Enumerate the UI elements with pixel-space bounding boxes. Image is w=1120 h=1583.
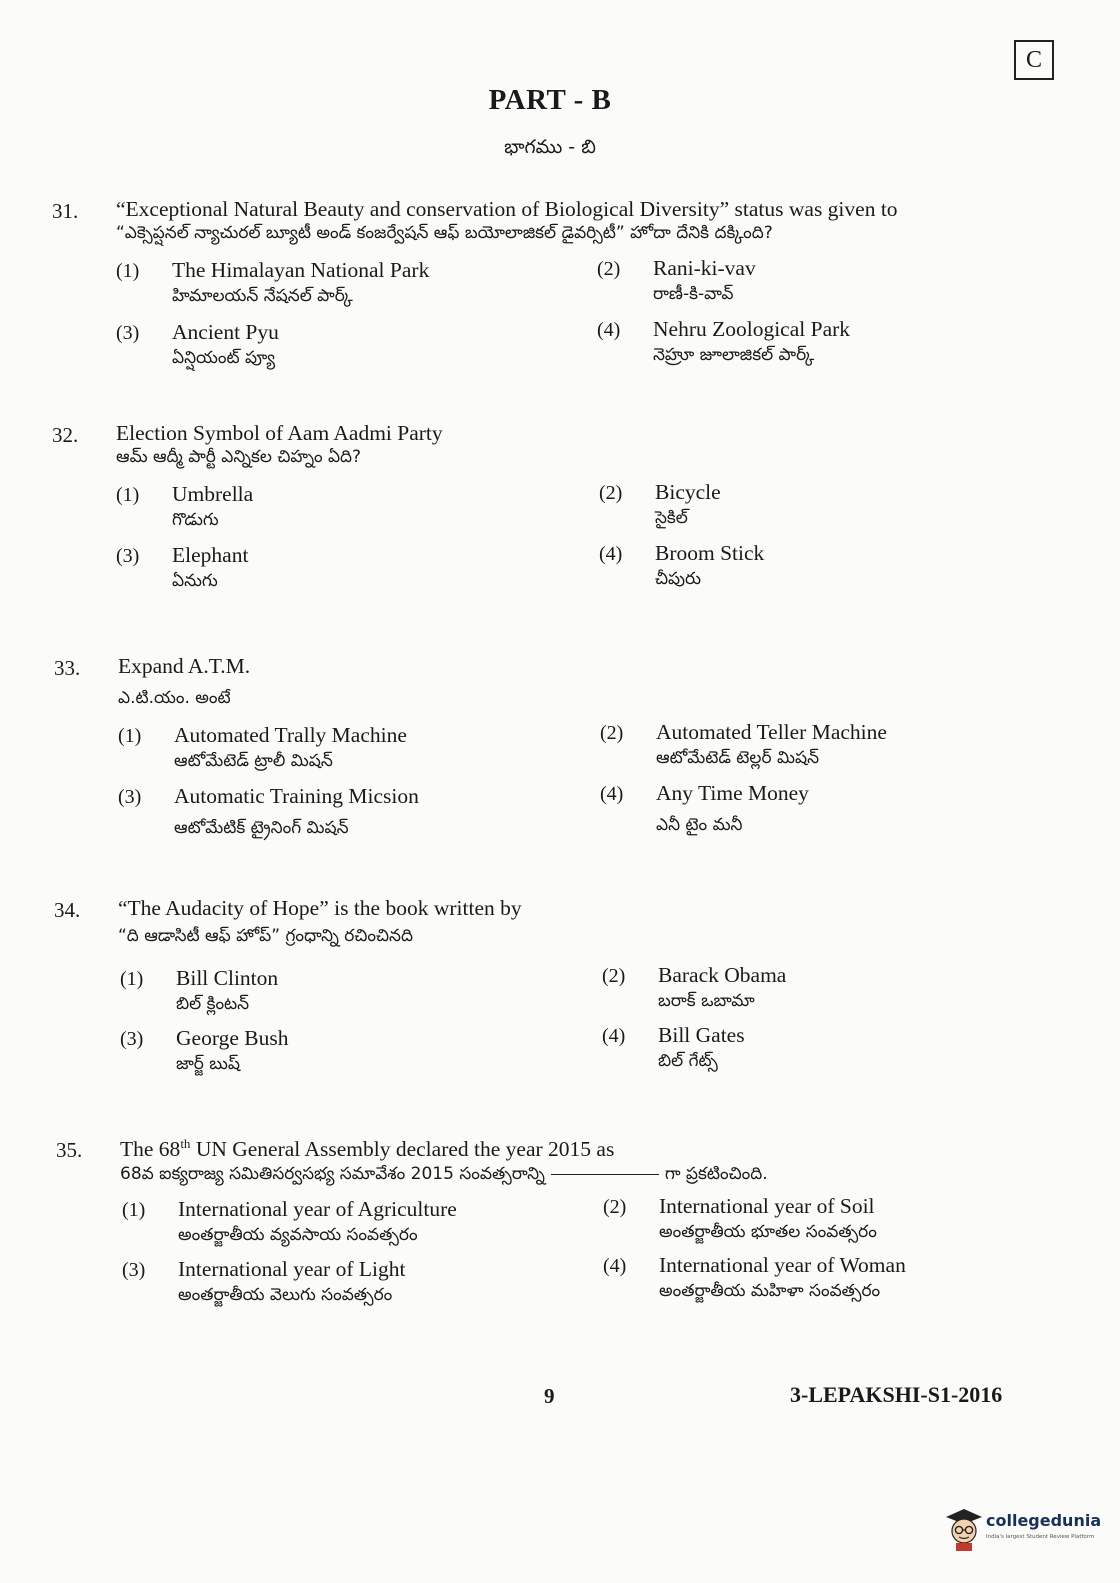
option-text-te: బిల్ గేట్స్	[658, 1051, 718, 1071]
option-text-te: ఏన్షియంట్ ప్యూ	[172, 348, 276, 368]
option-number: (1)	[120, 968, 144, 990]
option-number: (4)	[602, 1025, 626, 1047]
student-mascot-icon	[944, 1505, 984, 1551]
option-number: (4)	[599, 543, 623, 565]
option-number: (1)	[116, 484, 140, 506]
option-text-en: International year of Woman	[659, 1253, 906, 1277]
option-number: (2)	[597, 258, 621, 280]
option-text-en: International year of Soil	[659, 1194, 875, 1218]
fill-in-blank	[551, 1174, 659, 1175]
question-text-en-pre: The 68	[120, 1137, 181, 1162]
option-text-te: జార్జ్ బుష్	[176, 1054, 241, 1074]
option-number: (2)	[599, 482, 623, 504]
question-text-te	[120, 1164, 768, 1188]
option-number: (3)	[118, 786, 142, 808]
question-text-en: Expand A.T.M.	[118, 654, 251, 678]
option-text-en: The Himalayan National Park	[172, 258, 430, 282]
option-number: (4)	[600, 783, 624, 805]
option-text-te: చీపురు	[655, 569, 701, 589]
option-text-en: Bill Gates	[658, 1023, 745, 1047]
question-number: 31.	[52, 199, 79, 223]
option-number: (1)	[122, 1199, 146, 1221]
option-number: (4)	[603, 1255, 627, 1277]
option-text-en: Bill Clinton	[176, 966, 279, 990]
brand-name: collegedunia	[986, 1511, 1102, 1530]
collegedunia-watermark	[944, 1505, 1104, 1555]
option-number: (2)	[603, 1196, 627, 1218]
question-text-en: “Exceptional Natural Beauty and conservation of Biological Diversity” status was given to	[116, 197, 898, 221]
option-text-te: హిమాలయన్ నేషనల్ పార్క్	[172, 286, 353, 306]
option-number: (3)	[116, 322, 140, 344]
option-text-en: Automated Trally Machine	[174, 723, 407, 747]
question-number: 33.	[54, 656, 81, 680]
option-text-en: Any Time Money	[656, 781, 809, 805]
option-number: (3)	[122, 1259, 146, 1281]
option-text-en: International year of Light	[178, 1257, 406, 1281]
question-number: 35.	[56, 1138, 83, 1162]
question-text-te: ఎ.టి.యం. అంటే	[118, 688, 231, 708]
option-number: (3)	[120, 1028, 144, 1050]
option-text-en: Automatic Training Micsion	[174, 784, 419, 808]
set-code-box: C	[1014, 40, 1054, 80]
option-text-te: రాణీ-కి-వావ్	[653, 284, 734, 304]
ordinal-suffix: th	[180, 1136, 191, 1151]
question-text-en	[120, 1136, 614, 1162]
option-text-te: ఆటోమేటెడ్ ట్రాలీ మిషన్	[174, 751, 333, 771]
option-text-en: Nehru Zoological Park	[653, 317, 851, 341]
option-text-en: Elephant	[172, 543, 249, 567]
question-text-te: “ఎక్సెప్షనల్ న్యాచురల్ బ్యూటీ అండ్ కంజర్వేషన్ ఆఫ్ బయోలాజికల్ డైవర్సిటీ” హోదా దేనికి దక్కింది?	[116, 223, 773, 243]
option-number: (2)	[602, 965, 626, 987]
option-number: (1)	[118, 725, 142, 747]
question-text-en: Election Symbol of Aam Aadmi Party	[116, 421, 443, 445]
option-number: (4)	[597, 319, 621, 341]
option-text-en: Umbrella	[172, 482, 254, 506]
question-text-te-pre: 68వ ఐక్యరాజ్య సమితిసర్వసభ్య సమావేశం 2015 సంవత్సరాన్ని	[120, 1164, 545, 1184]
option-number: (3)	[116, 545, 140, 567]
question-text-te: “ది ఆడాసిటీ ఆఫ్ హోప్” గ్రంధాన్ని రచించినది	[118, 926, 413, 946]
question-text-en: “The Audacity of Hope” is the book written by	[118, 896, 522, 920]
option-text-te: ఆటోమేటెడ్ టెల్లర్ మిషన్	[656, 748, 820, 768]
question-number: 34.	[54, 898, 81, 922]
option-text-te: ఆటోమేటిక్ ట్రైనింగ్ మిషన్	[174, 818, 349, 838]
option-text-en: Automated Teller Machine	[656, 720, 887, 744]
question-text-te-post: గా ప్రకటించింది.	[664, 1164, 768, 1184]
option-text-te: ఏనుగు	[172, 571, 218, 591]
option-text-te: గొడుగు	[172, 510, 219, 530]
option-text-en: Ancient Pyu	[172, 320, 279, 344]
paper-code: 3-LEPAKSHI-S1-2016	[790, 1382, 1003, 1407]
option-text-en: Rani-ki-vav	[653, 256, 756, 280]
question-text-te: ఆమ్ ఆద్మీ పార్టీ ఎన్నికల చిహ్నం ఏది?	[116, 447, 362, 467]
option-text-te: నెహ్రూ జూలాజికల్ పార్క్	[653, 345, 815, 365]
option-text-te: బరాక్ ఒబామా	[658, 991, 755, 1011]
option-text-te: బిల్ క్లింటన్	[176, 994, 250, 1014]
option-number: (2)	[600, 722, 624, 744]
option-text-en: Broom Stick	[655, 541, 765, 565]
question-number: 32.	[52, 423, 79, 447]
brand-tagline: India's largest Student Review Platform	[986, 1534, 1095, 1540]
option-text-te: అంతర్జాతీయ వ్యవసాయ సంవత్సరం	[178, 1225, 418, 1245]
page-number: 9	[544, 1384, 555, 1408]
option-text-te: సైకిల్	[655, 508, 688, 528]
option-text-en: George Bush	[176, 1026, 289, 1050]
option-text-te: అంతర్జాతీయ మహిళా సంవత్సరం	[659, 1281, 881, 1301]
option-text-en: International year of Agriculture	[178, 1197, 457, 1221]
part-title: PART - B	[488, 84, 612, 116]
option-text-te: ఎనీ టైం మనీ	[656, 815, 743, 835]
option-text-te: అంతర్జాతీయ భూతల సంవత్సరం	[659, 1222, 877, 1242]
option-text-en: Barack Obama	[658, 963, 787, 987]
question-text-en-post: UN General Assembly declared the year 2015 as	[190, 1137, 615, 1162]
part-title-telugu: భాగము - బి	[504, 136, 596, 158]
option-text-en: Bicycle	[655, 480, 721, 504]
option-number: (1)	[116, 260, 140, 282]
option-text-te: అంతర్జాతీయ వెలుగు సంవత్సరం	[178, 1285, 393, 1305]
